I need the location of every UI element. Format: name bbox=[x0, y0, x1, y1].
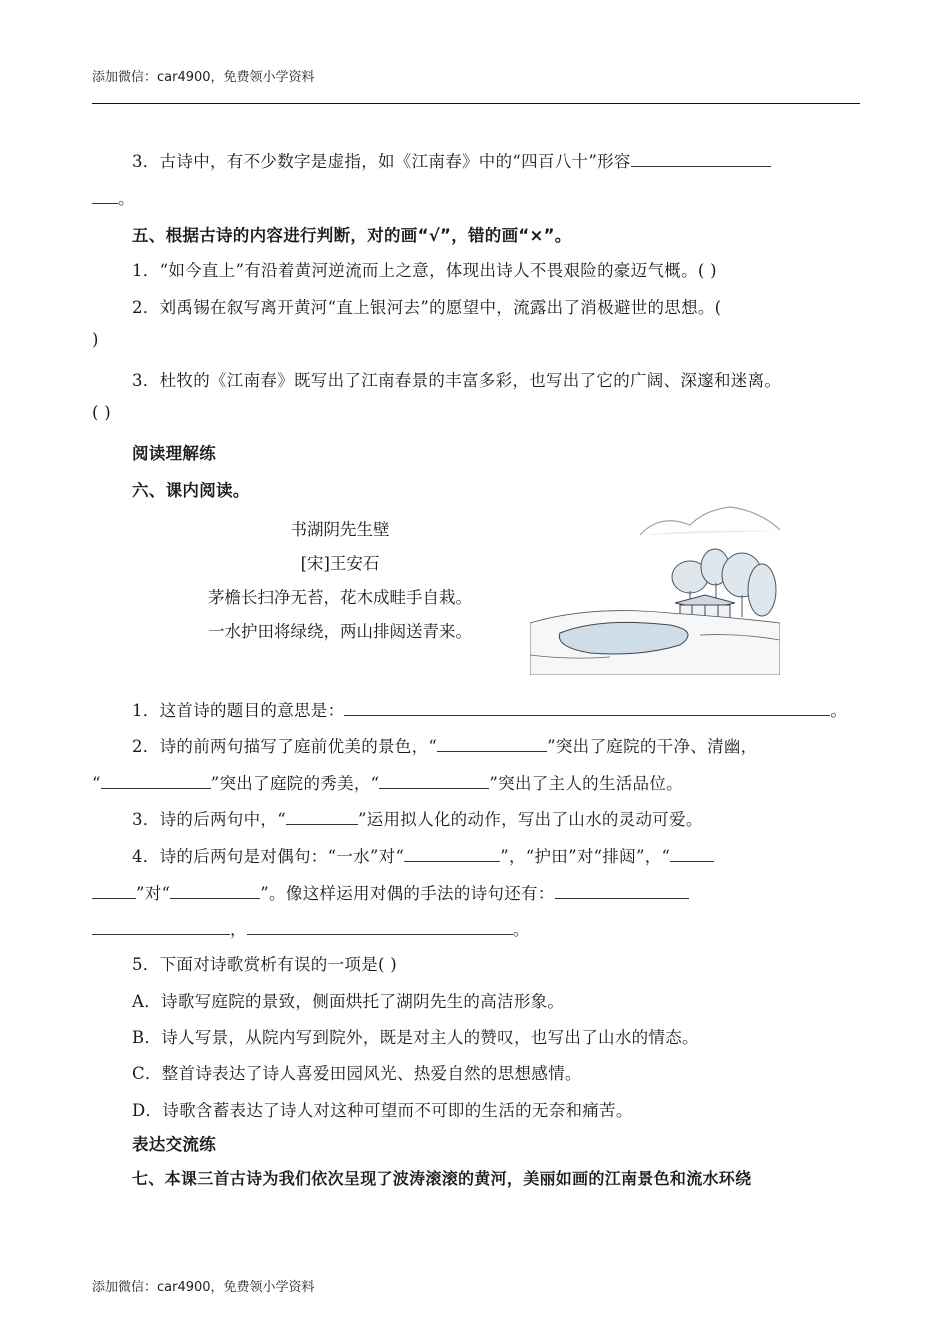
poem-title: 书湖阴先生壁 bbox=[290, 520, 390, 539]
sec6-q2-text-a: 2．诗的前两句描写了庭前优美的景色，“ bbox=[132, 737, 438, 756]
q4-3-text: 3．古诗中，有不少数字是虚指，如《江南春》中的“四百八十”形容 bbox=[132, 152, 631, 171]
poem-author: [宋]王安石 bbox=[300, 554, 380, 573]
sec6-q4-text-f: 。 bbox=[512, 920, 530, 939]
sec5-q1: 1．“如今直上”有沿着黄河逆流而上之意，体现出诗人不畏艰险的豪迈气概。( ) bbox=[132, 261, 717, 280]
answer-blank[interactable] bbox=[379, 774, 489, 789]
sec6-q1-end: 。 bbox=[830, 701, 848, 720]
sec5-q3-paren: ( ) bbox=[92, 403, 112, 422]
answer-blank[interactable] bbox=[92, 189, 118, 204]
sec6-q3 bbox=[132, 806, 703, 830]
sec6-q4-line3 bbox=[92, 916, 530, 940]
footer-note: 添加微信：car4900，免费领小学资料 bbox=[92, 1280, 315, 1295]
answer-blank[interactable] bbox=[555, 884, 689, 899]
sec6-q4-text-d: ”。像这样运用对偶的手法的诗句还有： bbox=[260, 884, 555, 903]
q4-3-tail: 。 bbox=[118, 189, 135, 208]
sec6-q4-line1 bbox=[132, 843, 714, 867]
answer-blank[interactable] bbox=[404, 847, 500, 862]
q4-3-tail-line bbox=[92, 185, 135, 209]
sec6-q1 bbox=[132, 697, 847, 721]
sec5-q2-close: ) bbox=[92, 330, 99, 349]
section-6-title: 六、课内阅读。 bbox=[132, 481, 250, 500]
section-express-heading: 表达交流练 bbox=[132, 1135, 216, 1154]
header-note: 添加微信：car4900，免费领小学资料 bbox=[92, 70, 315, 85]
sec6-q4-line2 bbox=[92, 880, 689, 904]
section-reading-heading: 阅读理解练 bbox=[132, 444, 216, 463]
landscape-illustration bbox=[530, 505, 780, 675]
answer-blank[interactable] bbox=[92, 920, 230, 935]
sec6-q4-text-e: ， bbox=[230, 920, 247, 939]
answer-blank[interactable] bbox=[670, 847, 714, 862]
option-b: B．诗人写景，从院内写到院外，既是对主人的赞叹，也写出了山水的情态。 bbox=[132, 1028, 699, 1047]
sec6-q1-text: 1．这首诗的题目的意思是： bbox=[132, 701, 345, 720]
sec6-q2-text-b: ”突出了庭院的干净、清幽， bbox=[547, 737, 758, 756]
option-a: A．诗歌写庭院的景致，侧面烘托了湖阴先生的高洁形象。 bbox=[132, 992, 565, 1011]
sec6-q4-text-c: ”对“ bbox=[136, 884, 171, 903]
sec6-q4-text-b: ”，“护田”对“排闼”，“ bbox=[500, 847, 671, 866]
header-divider bbox=[92, 103, 860, 104]
poem-block bbox=[180, 516, 500, 642]
option-d: D．诗歌含蓄表达了诗人对这种可望而不可即的生活的无奈和痛苦。 bbox=[132, 1101, 633, 1120]
sec6-q5: 5．下面对诗歌赏析有误的一项是( ) bbox=[132, 955, 398, 974]
sec6-q2-line2 bbox=[92, 770, 683, 794]
answer-blank[interactable] bbox=[286, 810, 358, 825]
option-c: C．整首诗表达了诗人喜爱田园风光、热爱自然的思想感情。 bbox=[132, 1064, 582, 1083]
q4-3-line bbox=[132, 148, 771, 172]
sec6-q4-text-a: 4．诗的后两句是对偶句：“一水”对“ bbox=[132, 847, 405, 866]
answer-blank[interactable] bbox=[101, 774, 211, 789]
answer-blank[interactable] bbox=[437, 737, 547, 752]
section-5-title: 五、根据古诗的内容进行判断，对的画“√”，错的画“×”。 bbox=[132, 226, 572, 245]
poem-line-1: 茅檐长扫净无苔，花木成畦手自栽。 bbox=[208, 588, 472, 607]
answer-blank[interactable] bbox=[631, 152, 771, 167]
sec6-q2-text-c: “ bbox=[92, 774, 101, 793]
sec6-q2-text-e: ”突出了主人的生活品位。 bbox=[489, 774, 683, 793]
sec5-q2: 2．刘禹锡在叙写离开黄河“直上银河去”的愿望中，流露出了消极避世的思想。( bbox=[132, 298, 722, 317]
sec6-q2-text-d: ”突出了庭院的秀美，“ bbox=[210, 774, 380, 793]
poem-line-2: 一水护田将绿绕，两山排闼送青来。 bbox=[208, 622, 472, 641]
answer-blank[interactable] bbox=[92, 884, 136, 899]
section-7-title: 七、本课三首古诗为我们依次呈现了波涛滚滚的黄河，美丽如画的江南景色和流水环绕 bbox=[132, 1169, 752, 1188]
answer-blank[interactable] bbox=[344, 701, 830, 716]
sec6-q2-line1 bbox=[132, 733, 757, 757]
sec6-q3-text-b: ”运用拟人化的动作，写出了山水的灵动可爱。 bbox=[357, 810, 703, 829]
sec5-q3: 3．杜牧的《江南春》既写出了江南春景的丰富多彩，也写出了它的广阔、深邃和迷离。 bbox=[132, 371, 782, 390]
answer-blank[interactable] bbox=[247, 920, 513, 935]
sec6-q3-text-a: 3．诗的后两句中，“ bbox=[132, 810, 286, 829]
answer-blank[interactable] bbox=[170, 884, 260, 899]
